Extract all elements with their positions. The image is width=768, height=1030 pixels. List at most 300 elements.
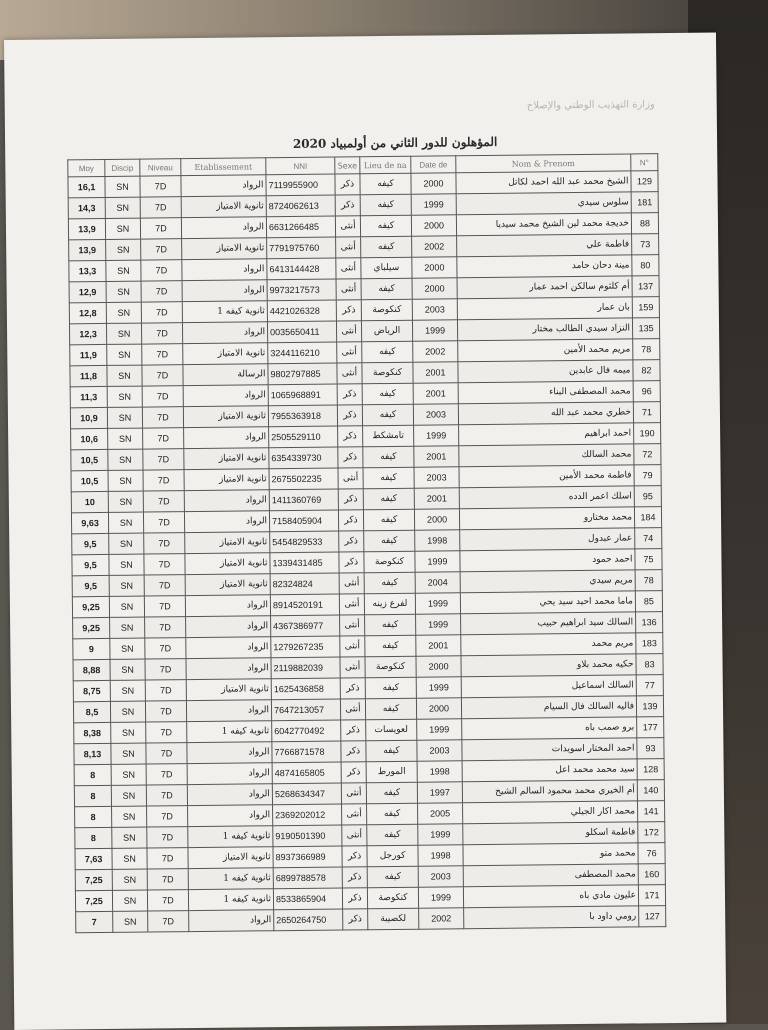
cell-niv: 7D — [145, 659, 186, 680]
cell-sexe: أنثى — [342, 825, 367, 846]
cell-disc: SN — [110, 617, 145, 638]
cell-disc: SN — [106, 239, 141, 260]
cell-lieu: كيفه — [365, 698, 416, 720]
cell-lieu: كيفه — [362, 383, 413, 405]
cell-sexe: أنثى — [335, 216, 360, 237]
cell-niv: 7D — [142, 407, 183, 428]
cell-nom: احمد المختار اسويدات — [462, 738, 637, 761]
cell-nom: محمد متو — [463, 843, 638, 866]
cell-niv: 7D — [147, 848, 188, 869]
cell-no: 76 — [638, 843, 665, 864]
cell-nom: النزاد سيدي الطالب مختار — [457, 318, 632, 341]
cell-date: 1999 — [414, 425, 459, 446]
cell-disc: SN — [110, 680, 145, 701]
cell-no: 160 — [638, 864, 665, 885]
cell-nom: محمد اكار الجيلي — [463, 801, 638, 824]
cell-lieu: لفرع زينه — [364, 593, 415, 615]
cell-nni: 6042770492 — [272, 720, 341, 742]
cell-moy: 8,5 — [73, 701, 110, 722]
cell-nom: فاطمة اسكلو — [463, 822, 638, 845]
cell-sexe: ذكر — [342, 867, 367, 888]
cell-nni: 7119955900 — [266, 174, 335, 196]
cell-niv: 7D — [145, 680, 186, 701]
cell-nom: سلوس سيدي — [456, 192, 631, 215]
cell-nom: مريم محمد — [461, 633, 636, 656]
cell-nom: خطري محمد عبد الله — [458, 402, 633, 425]
cell-disc: SN — [109, 575, 144, 596]
cell-etab: الرواد — [182, 259, 267, 281]
cell-etab: ثانوية الامتياز — [181, 196, 266, 218]
cell-date: 2002 — [413, 341, 458, 362]
cell-moy: 11,8 — [70, 365, 107, 386]
cell-moy: 10 — [71, 491, 108, 512]
cell-etab: الرواد — [187, 763, 272, 785]
cell-lieu: كيفه — [367, 803, 418, 825]
cell-nni: 6631266485 — [266, 216, 335, 238]
cell-disc: SN — [110, 638, 145, 659]
cell-moy: 7 — [76, 911, 113, 932]
cell-moy: 9,5 — [72, 554, 109, 575]
cell-nni: 82324824 — [270, 573, 339, 595]
cell-no: 78 — [635, 570, 662, 591]
cell-date: 2002 — [412, 236, 457, 257]
cell-lieu: كيفه — [367, 866, 418, 888]
cell-etab: الرواد — [184, 511, 269, 533]
cell-moy: 13,9 — [68, 218, 105, 239]
cell-date: 1999 — [418, 887, 463, 908]
cell-disc: SN — [106, 302, 141, 323]
cell-moy: 10,9 — [70, 407, 107, 428]
cell-sexe: ذكر — [335, 195, 360, 216]
cell-lieu: كيفه — [361, 236, 412, 258]
cell-no: 190 — [634, 423, 661, 444]
cell-etab: ثانوية كيفه 1 — [188, 826, 273, 848]
cell-disc: SN — [106, 260, 141, 281]
cell-nom: احمد حمود — [460, 549, 635, 572]
cell-moy: 10,5 — [71, 470, 108, 491]
cell-nom: حكيه محمد بلاو — [461, 654, 636, 677]
cell-niv: 7D — [147, 827, 188, 848]
cell-moy: 8,88 — [73, 659, 110, 680]
cell-moy: 8,75 — [73, 680, 110, 701]
cell-date: 2001 — [414, 488, 459, 509]
cell-no: 83 — [636, 654, 663, 675]
cell-sexe: ذكر — [339, 531, 364, 552]
cell-etab: ثانوية الامتياز — [184, 448, 269, 470]
cell-nni: 2505529110 — [269, 426, 338, 448]
cell-sexe: أنثى — [338, 468, 363, 489]
cell-nom: مينة دحان حامد — [457, 255, 632, 278]
col-nni: NNI — [266, 157, 335, 175]
cell-etab: الرواد — [186, 616, 271, 638]
cell-niv: 7D — [140, 218, 181, 239]
cell-etab: الرواد — [184, 490, 269, 512]
cell-nom: السالك سيد ابراهيم حبيب — [461, 612, 636, 635]
cell-no: 183 — [636, 633, 663, 654]
cell-nom: ماما محمد احيد سيد يحي — [460, 591, 635, 614]
cell-no: 78 — [633, 339, 660, 360]
cell-lieu: كيفه — [363, 509, 414, 531]
cell-lieu: كيفه — [365, 677, 416, 699]
cell-nni: 4367386977 — [271, 615, 340, 637]
cell-sexe: أنثى — [339, 573, 364, 594]
cell-disc: SN — [107, 344, 142, 365]
cell-niv: 7D — [144, 596, 185, 617]
cell-nni: 4874165805 — [272, 762, 341, 784]
cell-sexe: أنثى — [336, 258, 361, 279]
cell-etab: الرواد — [187, 742, 272, 764]
cell-lieu: كيفه — [363, 467, 414, 489]
col-no: N° — [631, 154, 658, 171]
cell-sexe: ذكر — [341, 741, 366, 762]
cell-etab: ثانوية كيفه 1 — [188, 889, 273, 911]
cell-sexe: ذكر — [342, 846, 367, 867]
cell-moy: 8 — [74, 764, 111, 785]
cell-lieu: كيفه — [363, 488, 414, 510]
ministry-header: وزارة التهذيب الوطني والإصلاح — [526, 99, 655, 112]
cell-lieu: كيفه — [366, 740, 417, 762]
cell-sexe: ذكر — [340, 678, 365, 699]
cell-lieu: كنكوصة — [361, 299, 412, 321]
cell-moy: 12,8 — [69, 302, 106, 323]
cell-etab: ثانوية كيفه 1 — [182, 301, 267, 323]
cell-lieu: كيفه — [360, 215, 411, 237]
cell-niv: 7D — [147, 890, 188, 911]
cell-niv: 7D — [146, 722, 187, 743]
cell-date: 2000 — [416, 698, 461, 719]
cell-sexe: أنثى — [340, 615, 365, 636]
cell-moy: 13,9 — [69, 239, 106, 260]
cell-sexe: أنثى — [342, 804, 367, 825]
cell-nom: بان عمار — [457, 297, 632, 320]
cell-nni: 2650264750 — [274, 909, 343, 931]
cell-nom: أم الخيري محمد محمود السالم الشيخ — [462, 780, 637, 803]
cell-lieu: كيفه — [365, 635, 416, 657]
cell-etab: ثانوية الامتياز — [184, 469, 269, 491]
cell-nni: 7647213057 — [271, 699, 340, 721]
cell-disc: SN — [110, 701, 145, 722]
cell-disc: SN — [105, 197, 140, 218]
cell-nom: عمار عبدول — [460, 528, 635, 551]
cell-nom: محمد السالك — [459, 444, 634, 467]
cell-no: 80 — [632, 255, 659, 276]
cell-date: 2003 — [412, 299, 457, 320]
cell-sexe: أنثى — [336, 237, 361, 258]
cell-niv: 7D — [144, 533, 185, 554]
cell-disc: SN — [106, 281, 141, 302]
cell-disc: SN — [111, 785, 146, 806]
cell-lieu: تامشكط — [363, 425, 414, 447]
cell-nni: 9973217573 — [267, 279, 336, 301]
cell-disc: SN — [112, 827, 147, 848]
cell-no: 85 — [635, 591, 662, 612]
cell-niv: 7D — [146, 785, 187, 806]
cell-no: 96 — [633, 381, 660, 402]
cell-no: 139 — [636, 696, 663, 717]
cell-disc: SN — [111, 743, 146, 764]
cell-no: 136 — [636, 612, 663, 633]
cell-etab: ثانوية الامتياز — [186, 679, 271, 701]
cell-nni: 6354339730 — [269, 447, 338, 469]
cell-niv: 7D — [141, 260, 182, 281]
cell-niv: 7D — [140, 176, 181, 197]
cell-niv: 7D — [143, 491, 184, 512]
cell-niv: 7D — [142, 386, 183, 407]
cell-sexe: ذكر — [336, 300, 361, 321]
cell-nom: رومي داود با — [464, 906, 639, 929]
cell-niv: 7D — [148, 911, 189, 932]
cell-disc: SN — [105, 218, 140, 239]
cell-no: 72 — [634, 444, 661, 465]
cell-niv: 7D — [142, 344, 183, 365]
cell-date: 1998 — [418, 845, 463, 866]
cell-date: 1999 — [412, 320, 457, 341]
cell-sexe: ذكر — [335, 174, 360, 195]
cell-moy: 12,9 — [69, 281, 106, 302]
cell-nni: 6413144428 — [267, 258, 336, 280]
cell-date: 2000 — [411, 215, 456, 236]
cell-sexe: أنثى — [340, 636, 365, 657]
cell-date: 2001 — [413, 383, 458, 404]
cell-disc: SN — [108, 512, 143, 533]
cell-no: 141 — [638, 801, 665, 822]
cell-niv: 7D — [143, 428, 184, 449]
cell-date: 1999 — [416, 677, 461, 698]
cell-sexe: أنثى — [340, 657, 365, 678]
cell-no: 77 — [636, 675, 663, 696]
cell-nni: 7791975760 — [267, 237, 336, 259]
col-etab: Etablissement — [181, 158, 266, 176]
cell-nni: 7158405904 — [269, 510, 338, 532]
col-date: Date de — [411, 156, 456, 173]
cell-lieu: كيفه — [367, 824, 418, 846]
cell-disc: SN — [109, 596, 144, 617]
cell-sexe: ذكر — [341, 720, 366, 741]
cell-no: 82 — [633, 360, 660, 381]
cell-date: 2000 — [411, 173, 456, 194]
cell-sexe: أنثى — [336, 279, 361, 300]
cell-sexe: ذكر — [338, 489, 363, 510]
cell-no: 79 — [634, 465, 661, 486]
cell-disc: SN — [112, 869, 147, 890]
cell-disc: SN — [105, 176, 140, 197]
cell-nni: 8914520191 — [270, 594, 339, 616]
cell-niv: 7D — [140, 197, 181, 218]
cell-disc: SN — [111, 722, 146, 743]
cell-etab: ثانوية الامتياز — [185, 553, 270, 575]
col-disc: Discip — [105, 159, 140, 176]
cell-sexe: ذكر — [341, 762, 366, 783]
cell-nni: 3244116210 — [268, 342, 337, 364]
cell-moy: 9,5 — [72, 533, 109, 554]
cell-nni: 9190501390 — [273, 825, 342, 847]
cell-lieu: لكصيبة — [368, 908, 419, 930]
cell-etab: الرواد — [183, 385, 268, 407]
cell-niv: 7D — [141, 323, 182, 344]
cell-date: 2005 — [418, 803, 463, 824]
cell-moy: 13,3 — [69, 260, 106, 281]
cell-sexe: ذكر — [343, 909, 368, 930]
cell-nom: مريم محمد الأمين — [458, 339, 633, 362]
cell-sexe: ذكر — [339, 552, 364, 573]
cell-nom: خديجة محمد لين الشيخ محمد سيديا — [456, 213, 631, 236]
cell-no: 95 — [634, 486, 661, 507]
document-title: المؤهلون للدور الثاني من أولمبياد 2020 — [292, 134, 498, 151]
cell-no: 177 — [637, 717, 664, 738]
cell-nom: عليون مادي باه — [463, 885, 638, 908]
cell-disc: SN — [112, 848, 147, 869]
cell-no: 73 — [632, 234, 659, 255]
cell-nni: 5454829533 — [270, 531, 339, 553]
cell-moy: 7,25 — [75, 869, 112, 890]
cell-moy: 12,3 — [69, 323, 106, 344]
cell-disc: SN — [113, 911, 148, 932]
cell-etab: ثانوية الامتياز — [182, 238, 267, 260]
cell-moy: 8,38 — [74, 722, 111, 743]
cell-etab: ثانوية كيفه 1 — [187, 721, 272, 743]
cell-date: 2000 — [416, 656, 461, 677]
cell-no: 159 — [632, 297, 659, 318]
cell-date: 2003 — [414, 467, 459, 488]
cell-date: 2001 — [414, 446, 459, 467]
cell-etab: الرواد — [189, 910, 274, 932]
cell-lieu: كنكوصة — [364, 551, 415, 573]
cell-lieu: كيفه — [362, 341, 413, 363]
cell-niv: 7D — [143, 449, 184, 470]
cell-niv: 7D — [147, 806, 188, 827]
cell-sexe: أنثى — [337, 342, 362, 363]
cell-no: 128 — [637, 759, 664, 780]
col-nom: Nom & Prenom — [456, 154, 631, 173]
cell-sexe: ذكر — [337, 405, 362, 426]
cell-lieu: كيفه — [360, 173, 411, 195]
cell-no: 135 — [632, 318, 659, 339]
cell-date: 2000 — [412, 278, 457, 299]
cell-sexe: أنثى — [339, 594, 364, 615]
cell-nom: محمد المصطفى — [463, 864, 638, 887]
cell-lieu: كيفه — [360, 194, 411, 216]
cell-etab: الرواد — [184, 427, 269, 449]
cell-date: 1999 — [416, 614, 461, 635]
cell-moy: 8,13 — [74, 743, 111, 764]
cell-date: 2000 — [412, 257, 457, 278]
cell-lieu: لعويسات — [366, 719, 417, 741]
cell-disc: SN — [107, 386, 142, 407]
cell-nom: احمد ابراهيم — [459, 423, 634, 446]
cell-disc: SN — [109, 533, 144, 554]
cell-disc: SN — [108, 428, 143, 449]
cell-nni: 2675502235 — [269, 468, 338, 490]
cell-etab: الرواد — [186, 658, 271, 680]
cell-no: 181 — [631, 192, 658, 213]
cell-moy: 8 — [74, 785, 111, 806]
cell-lieu: كيفه — [364, 572, 415, 594]
cell-nni: 6899788578 — [273, 867, 342, 889]
cell-niv: 7D — [145, 617, 186, 638]
cell-lieu: كيفه — [364, 530, 415, 552]
cell-lieu: كيفه — [366, 782, 417, 804]
cell-nni: 2369202012 — [273, 804, 342, 826]
col-moy: Moy — [68, 159, 105, 176]
cell-moy: 10,5 — [71, 449, 108, 470]
cell-etab: ثانوية الامتياز — [185, 532, 270, 554]
cell-lieu: كنكوصة — [365, 656, 416, 678]
cell-nni: 9802797885 — [268, 363, 337, 385]
cell-etab: الرواد — [187, 784, 272, 806]
cell-nom: اسلك اعمر الدده — [459, 486, 634, 509]
cell-etab: ثانوية الامتياز — [183, 343, 268, 365]
col-sexe: Sexe — [335, 157, 360, 174]
cell-disc: SN — [112, 890, 147, 911]
cell-etab: الرواد — [186, 700, 271, 722]
cell-niv: 7D — [141, 281, 182, 302]
cell-date: 1999 — [411, 194, 456, 215]
cell-date: 2003 — [413, 404, 458, 425]
cell-nom: السالك اسماعيل — [461, 675, 636, 698]
cell-niv: 7D — [144, 575, 185, 596]
cell-nni: 1339431485 — [270, 552, 339, 574]
cell-nom: برو صمب باه — [462, 717, 637, 740]
cell-nom: أم كلثوم سالكن احمد عمار — [457, 276, 632, 299]
cell-lieu: كيفه — [362, 404, 413, 426]
cell-niv: 7D — [142, 365, 183, 386]
cell-sexe: أنثى — [336, 321, 361, 342]
table-body — [68, 171, 666, 933]
cell-date: 1999 — [417, 719, 462, 740]
cell-no: 171 — [638, 885, 665, 906]
cell-no: 137 — [632, 276, 659, 297]
cell-moy: 9 — [73, 638, 110, 659]
cell-niv: 7D — [141, 239, 182, 260]
cell-disc: SN — [106, 323, 141, 344]
cell-nni: 2119882039 — [271, 657, 340, 679]
cell-niv: 7D — [147, 869, 188, 890]
cell-no: 93 — [637, 738, 664, 759]
cell-sexe: ذكر — [337, 384, 362, 405]
cell-nom: الشيخ محمد عبد الله احمد لكاتل — [456, 171, 631, 194]
cell-moy: 16,1 — [68, 176, 105, 197]
cell-nom: فاطمة علي — [457, 234, 632, 257]
cell-moy: 8 — [75, 827, 112, 848]
cell-disc: SN — [110, 659, 145, 680]
cell-no: 88 — [631, 213, 658, 234]
cell-nni: 1065968891 — [268, 384, 337, 406]
cell-etab: الرواد — [186, 637, 271, 659]
cell-sexe: ذكر — [338, 447, 363, 468]
cell-nni: 1625436858 — [271, 678, 340, 700]
cell-sexe: ذكر — [342, 888, 367, 909]
cell-nom: محمد المصطفى البناء — [458, 381, 633, 404]
cell-sexe: ذكر — [338, 426, 363, 447]
cell-date: 1997 — [417, 782, 462, 803]
cell-no: 140 — [637, 780, 664, 801]
cell-disc: SN — [111, 764, 146, 785]
cell-sexe: أنثى — [337, 363, 362, 384]
cell-date: 1998 — [417, 761, 462, 782]
cell-no: 184 — [634, 507, 661, 528]
cell-lieu: المورط — [366, 761, 417, 783]
col-lieu: Lieu de na — [360, 156, 411, 174]
cell-nni: 7955363918 — [268, 405, 337, 427]
cell-sexe: أنثى — [341, 783, 366, 804]
cell-etab: الرواد — [181, 175, 266, 197]
cell-sexe: أنثى — [340, 699, 365, 720]
cell-etab: الرواد — [185, 595, 270, 617]
cell-disc: SN — [112, 806, 147, 827]
cell-niv: 7D — [146, 743, 187, 764]
cell-disc: SN — [108, 449, 143, 470]
cell-niv: 7D — [145, 638, 186, 659]
